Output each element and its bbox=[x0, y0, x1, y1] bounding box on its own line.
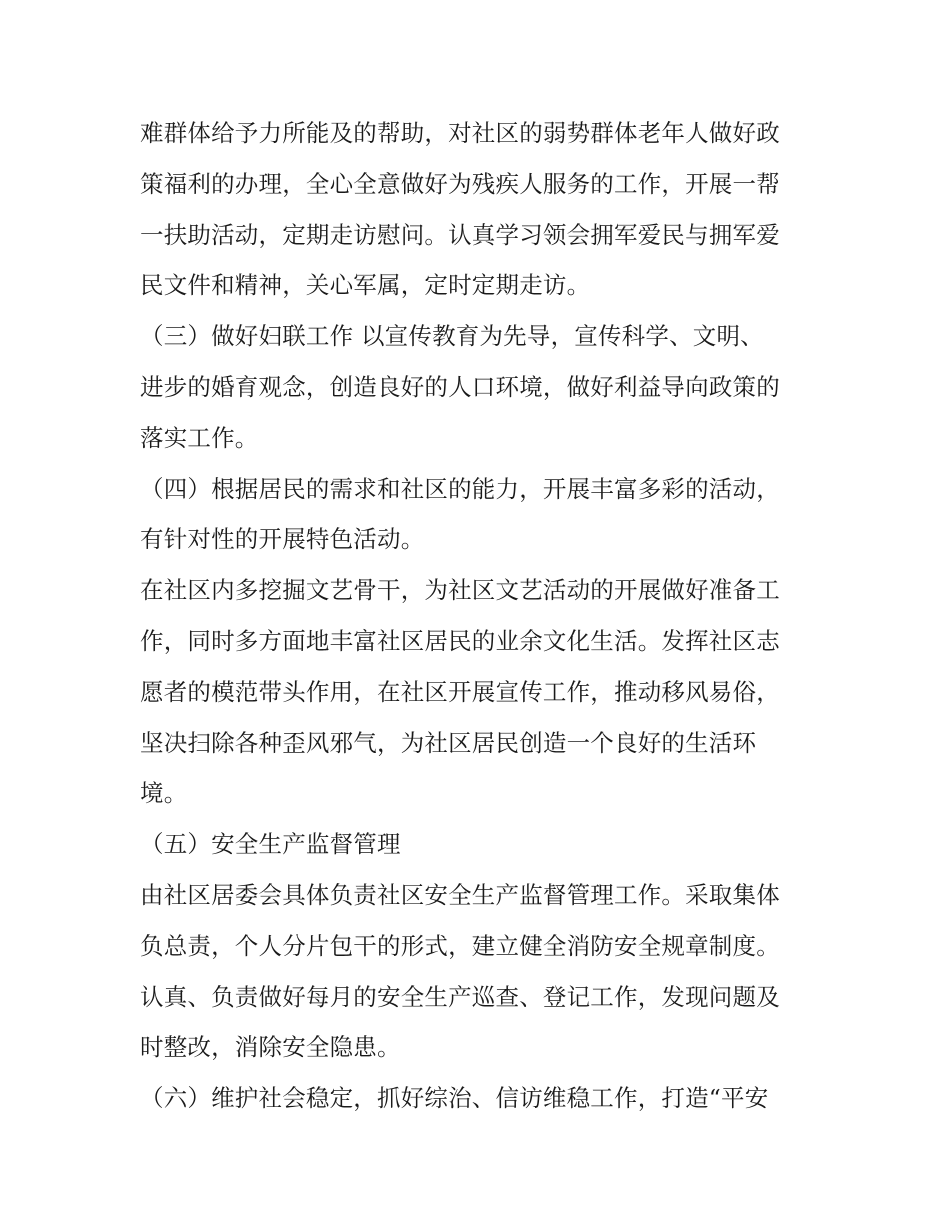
text-line: 认真、负责做好每月的安全生产巡查、登记工作，发现问题及 bbox=[140, 982, 780, 1011]
text-line: 难群体给予力所能及的帮助，对社区的弱势群体老年人做好政 bbox=[140, 119, 780, 147]
section-heading-five: （五）安全生产监督管理 bbox=[140, 830, 401, 859]
text-line: 坚决扫除各种歪风邪气，为社区居民创造一个良好的生活环 bbox=[140, 728, 757, 757]
text-line: 境。 bbox=[140, 779, 188, 808]
text-line: 有针对性的开展特色活动。 bbox=[140, 525, 425, 554]
text-line: 负总责，个人分片包干的形式，建立健全消防安全规章制度。 bbox=[140, 931, 780, 960]
text-line: 进步的婚育观念，创造良好的人口环境，做好利益导向政策的 bbox=[140, 372, 780, 401]
text-line: 由社区居委会具体负责社区安全生产监督管理工作。采取集体 bbox=[140, 880, 780, 909]
text-line: 一扶助活动，定期走访慰问。认真学习领会拥军爱民与拥军爱 bbox=[140, 220, 780, 249]
section-heading-six: （六）维护社会稳定，抓好综治、信访维稳工作，打造“平安 bbox=[140, 1084, 769, 1113]
text-line: 作，同时多方面地丰富社区居民的业余文化生活。发挥社区志 bbox=[140, 626, 780, 655]
text-line: 在社区内多挖掘文艺骨干，为社区文艺活动的开展做好准备工 bbox=[140, 576, 780, 605]
text-line: 时整改，消除安全隐患。 bbox=[140, 1033, 401, 1062]
text-line: 民文件和精神，关心军属，定时定期走访。 bbox=[140, 271, 591, 300]
document-body bbox=[140, 108, 820, 1124]
text-line: 落实工作。 bbox=[140, 423, 259, 452]
text-line: 愿者的模范带头作用，在社区开展宣传工作，推动移风易俗， bbox=[140, 677, 780, 706]
section-heading-three: （三）做好妇联工作 以宣传教育为先导，宣传科学、文明、 bbox=[140, 322, 764, 351]
section-heading-four: （四）根据居民的需求和社区的能力，开展丰富多彩的活动， bbox=[140, 474, 780, 503]
text-line: 策福利的办理，全心全意做好为残疾人服务的工作，开展一帮 bbox=[140, 169, 780, 198]
